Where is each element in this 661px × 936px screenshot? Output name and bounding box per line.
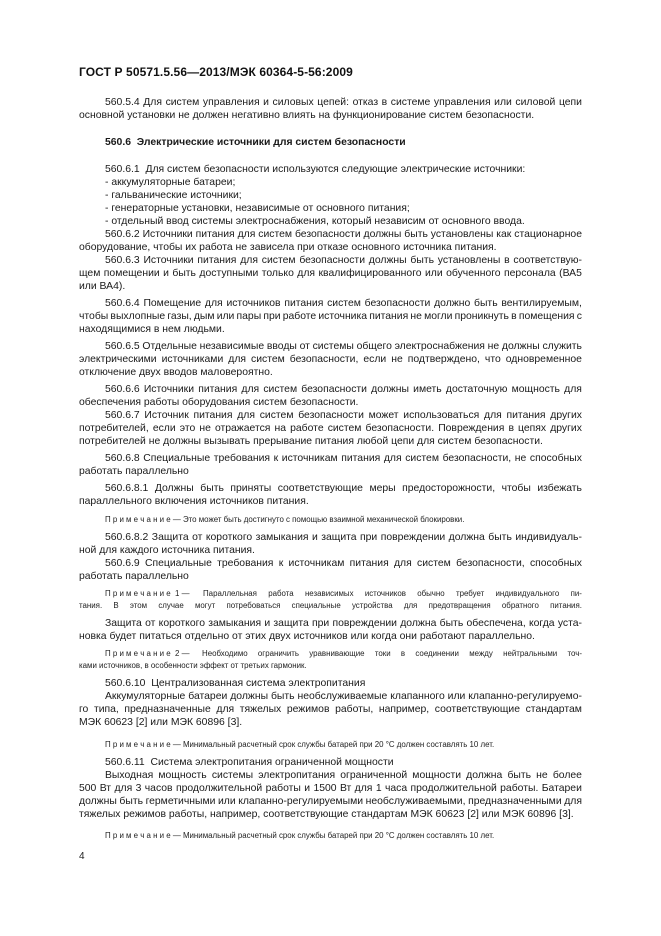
text-line: находящимися в нем людьми. bbox=[79, 324, 225, 335]
text-line: 560.6.3 Источники питания для систем безопасности должны быть установлены в соответствую- bbox=[105, 255, 582, 266]
text-line: новка будет питаться отдельно от этих двух источников или когда они работают параллельно. bbox=[79, 631, 535, 642]
text-line: 560.6.10 Централизованная система электропитания bbox=[105, 678, 366, 689]
note-prefix: П р и м е ч а н и е — bbox=[105, 740, 183, 749]
text-line: 560.6.1 Для систем безопасности используются следующие электрические источники: bbox=[105, 164, 526, 175]
text-line: 560.6.9 Специальные требования к источникам питания для систем безопасности, способных bbox=[105, 558, 582, 569]
note-prefix: П р и м е ч а н и е — bbox=[105, 515, 183, 524]
note-line: П р и м е ч а н и е 2 — Необходимо ограничить уравнивающие токи в соединении между нейтральными точ- bbox=[105, 649, 582, 658]
text-line: Выходная мощность системы электропитания ограниченной мощности должна быть не более bbox=[105, 770, 582, 781]
text-line: 560.6.8.1 Должны быть приняты соответствующие меры предосторожности, чтобы избежать bbox=[105, 483, 582, 494]
text-line: - отдельный ввод системы электроснабжения, который независим от основного ввода. bbox=[105, 216, 525, 227]
text-line: 560.6.8 Специальные требования к источникам питания для систем безопасности, не способных bbox=[105, 453, 582, 464]
text-line: работать параллельно bbox=[79, 571, 189, 582]
text-line: электрическими источниками для систем безопасности, если не подтверждено, что одновременное bbox=[79, 354, 582, 365]
note-line: П р и м е ч а н и е — Это может быть достигнуто с помощью взаимной механической блокировки. bbox=[105, 515, 465, 524]
page-number: 4 bbox=[79, 851, 85, 862]
text-line: - аккумуляторные батареи; bbox=[105, 177, 236, 188]
text-line: 560.6.2 Источники питания для систем безопасности должны быть установлены как стационарное bbox=[105, 229, 582, 240]
text-line: основной установки не должен негативно влиять на функционирование систем безопасности. bbox=[79, 110, 535, 121]
note-prefix: П р и м е ч а н и е 2 — bbox=[105, 649, 192, 658]
note-prefix: П р и м е ч а н и е 1 — bbox=[105, 589, 192, 598]
text-line: Защита от короткого замыкания и защита при повреждении должна быть обеспечена, когда уста- bbox=[105, 618, 582, 629]
text-line: 560.6.4 Помещение для источников питания систем безопасности должно быть вентилируемым, bbox=[105, 298, 582, 309]
note-prefix: П р и м е ч а н и е — bbox=[105, 831, 183, 840]
text-line: должны быть герметичными или клапанно-регулируемыми необслуживаемыми, предназначенными для bbox=[79, 796, 582, 807]
text-line: щем помещении и быть доступными только для квалифицированного или обученного персонала (ВА5 bbox=[79, 268, 582, 279]
text-line: чтобы выхлопные газы, дым или пары при работе источника питания не могли проникнуть в помещения с bbox=[79, 311, 582, 322]
text-line: тяжелых режимов работы, например, соответствующие стандартам МЭК 60623 [2] или МЭК 60896 [3]. bbox=[79, 809, 574, 820]
text-line: Аккумуляторные батареи должны быть необслуживаемые клапанного или клапанно-регулируемо- bbox=[105, 691, 582, 702]
text-line: 560.6.7 Источник питания для систем безопасности может использоваться для питания других bbox=[105, 410, 582, 421]
text-line: работать параллельно bbox=[79, 466, 189, 477]
text-line: 560.6.11 Система электропитания ограниченной мощности bbox=[105, 757, 394, 768]
section-heading: 560.6 Электрические источники для систем безопасности bbox=[105, 137, 406, 148]
document-header: ГОСТ Р 50571.5.56—2013/МЭК 60364-5-56:2009 bbox=[79, 65, 353, 79]
text-line: го типа, предназначенные для тяжелых режимов работы, например, соответствующие стандартам bbox=[79, 704, 582, 715]
text-line: - генераторные установки, независимые от основного питания; bbox=[105, 203, 410, 214]
text-line: ной для каждого источника питания. bbox=[79, 545, 255, 556]
note-line: П р и м е ч а н и е — Минимальный расчетный срок службы батарей при 20 °С должен составлять 10 лет. bbox=[105, 740, 495, 749]
text-line: потребителей, если это не отражается на работе систем безопасности. Повреждения в цепях других bbox=[79, 423, 582, 434]
text-line: 560.5.4 Для систем управления и силовых цепей: отказ в системе управления или силовой цепи bbox=[105, 97, 582, 108]
note-line: тания. В этом случае могут потребоваться специальные устройства для предотвращения обратного питания. bbox=[79, 601, 582, 610]
text-line: - гальванические источники; bbox=[105, 190, 242, 201]
note-line: П р и м е ч а н и е 1 — Параллельная работа независимых источников обычно требует индивидуального пи- bbox=[105, 589, 582, 598]
text-line: параллельного включения источников питания. bbox=[79, 496, 309, 507]
text-line: оборудование, чтобы их работа не зависела при отказе основного источника питания. bbox=[79, 242, 497, 253]
text-line: 560.6.8.2 Защита от короткого замыкания и защита при повреждении должна быть индивидуаль- bbox=[105, 532, 582, 543]
note-line: П р и м е ч а н и е — Минимальный расчетный срок службы батарей при 20 °С должен составлять 10 лет. bbox=[105, 831, 495, 840]
text-line: 560.6.6 Источники питания для систем безопасности должны иметь достаточную мощность для bbox=[105, 384, 582, 395]
text-line: 560.6.5 Отдельные независимые вводы от системы общего электроснабжения не должны служить bbox=[105, 341, 582, 352]
note-line: ками источников, в особенности эффект от третьих гармоник. bbox=[79, 661, 307, 670]
text-line: 500 Вт для 3 часов продолжительной работы и 1500 Вт для 1 часа продолжительной работы. Батареи bbox=[79, 783, 582, 794]
text-line: МЭК 60623 [2] или МЭК 60896 [3]. bbox=[79, 717, 243, 728]
text-line: обеспечения работы оборудования систем безопасности. bbox=[79, 397, 359, 408]
text-line: потребителей не должны вызывать прерывание питания любой цепи для систем безопасности. bbox=[79, 436, 543, 447]
text-line: или ВА4). bbox=[79, 281, 126, 292]
text-line: отключение двух вводов маловероятно. bbox=[79, 367, 273, 378]
